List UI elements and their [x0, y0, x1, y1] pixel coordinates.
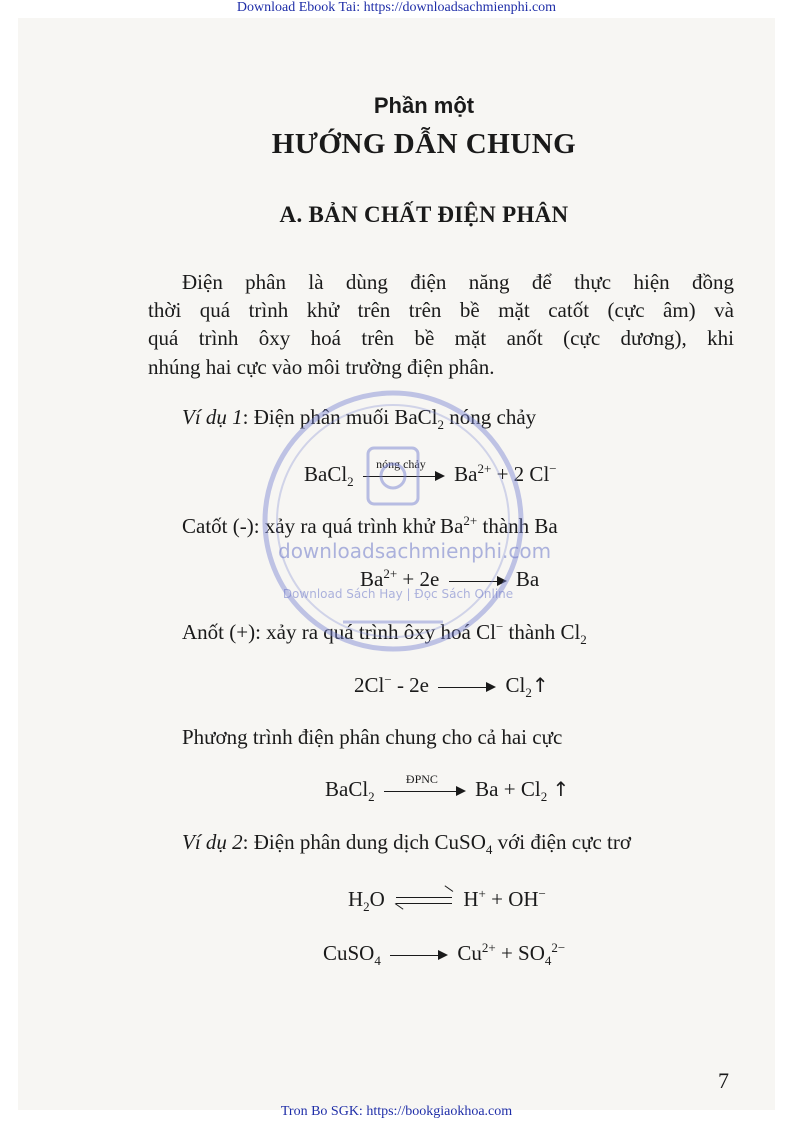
equation-4: BaCl$_2$ ĐPNC $Ba + Cl_2$ ↑ [325, 772, 570, 805]
cathode-description: Catốt (-): xảy ra quá trình khử $Ba^{2+}$ thành Ba [182, 513, 558, 538]
page-title: HƯỚNG DẪN CHUNG [271, 128, 577, 160]
equation-1: BaCl$_2$ nóng chảy $Ba^{2+} + 2$ Cl− [304, 457, 557, 490]
reaction-arrow: nóng chảy [363, 469, 445, 483]
equation-6: CuSO$_4$ $Cu^{2+} + SO_4^{2-}$ [323, 940, 566, 969]
equation-2: $Ba^{2+} + 2e$ Ba [360, 566, 540, 591]
watermark-tagline: Download Sách Hay | Đọc Sách Online [282, 587, 514, 601]
intro-line-3: quá trình ôxy hoá trên bề mặt anốt (cực dương), khi [148, 326, 734, 350]
intro-line-4: nhúng hai cực vào môi trường điện phân. [148, 355, 495, 379]
reaction-arrow [390, 948, 448, 962]
gas-up-arrow-icon: ↑ [531, 673, 549, 697]
example-1-heading: Ví dụ 1: Điện phân muối BaCl$_2$ nóng chảy [182, 405, 537, 433]
anode-description: Anốt (+): xảy ra quá trình ôxy hoá Cl− thành $Cl_2$ [182, 619, 587, 648]
example-2-label: Ví dụ 2 [182, 830, 243, 854]
general-equation-heading: Phương trình điện phân chung cho cả hai cực [182, 725, 563, 749]
gas-up-arrow-icon: ↑ [552, 777, 570, 801]
footer-link[interactable]: Tron Bo SGK: https://bookgiaokhoa.com [280, 1104, 513, 1119]
reaction-arrow: ĐPNC [384, 784, 466, 798]
reaction-arrow [438, 680, 496, 694]
intro-line-1: Điện phân là dùng điện năng để thực hiện đồng [182, 270, 734, 294]
example-1-label: Ví dụ 1 [182, 405, 243, 429]
section-title: A. BẢN CHẤT ĐIỆN PHÂN [279, 202, 569, 227]
page-number: 7 [718, 1068, 729, 1093]
watermark-site: downloadsachmienphi.com [278, 539, 552, 563]
part-label: Phần một [373, 93, 475, 118]
example-2-heading: Ví dụ 2: Điện phân dung dịch CuSO$_4$ với điện cực trơ [182, 830, 631, 858]
equation-5: $H_2O$ H+ + OH− [348, 886, 546, 915]
intro-line-2: thời quá trình khử trên trên bề mặt catốt (cực âm) và [148, 298, 734, 322]
equilibrium-arrow-icon [396, 894, 452, 908]
header-download-link[interactable]: Download Ebook Tai: https://downloadsachmienphi.com [236, 0, 557, 15]
equation-3: 2Cl− - 2e $Cl_2↑$ [354, 672, 549, 701]
